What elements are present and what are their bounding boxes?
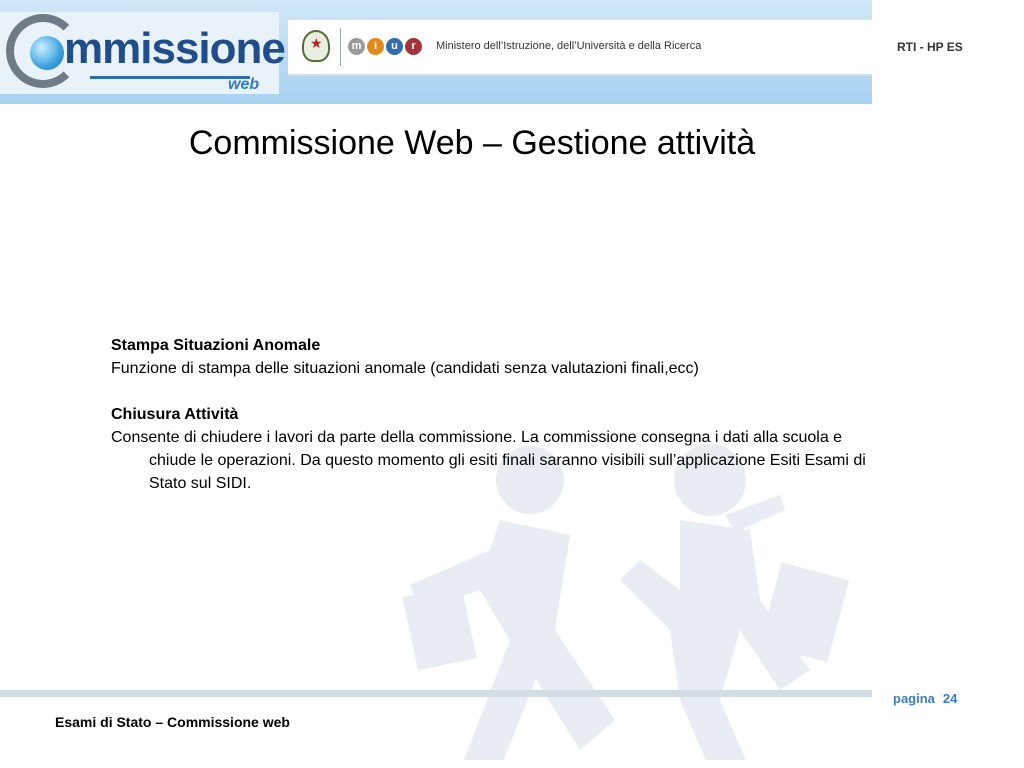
footer-divider: [0, 690, 872, 697]
section-heading-chiusura: Chiusura Attività: [111, 406, 239, 423]
ministry-name: Ministero dell’Istruzione, dell’Università e della Ricerca: [436, 40, 702, 52]
logo-sub: web: [228, 76, 260, 93]
italian-emblem-icon: ★: [302, 30, 330, 62]
page-indicator: [893, 691, 957, 706]
slide-content: [111, 334, 881, 495]
miur-letter-u: u: [386, 38, 403, 55]
company-label: RTI - HP ES: [897, 40, 963, 54]
ministry-bar: [288, 20, 872, 76]
miur-letter-r: r: [405, 38, 422, 55]
logo-sphere-icon: [30, 36, 64, 70]
miur-letter-i: i: [367, 38, 384, 55]
commissione-web-logo: [0, 12, 285, 94]
section-text-stampa: Funzione di stampa delle situazioni anomale (candidati senza valutazioni finali,ecc): [111, 360, 699, 377]
spacer: [111, 380, 881, 403]
section-heading-stampa: Stampa Situazioni Anomale: [111, 337, 321, 354]
footer-title: Esami di Stato – Commissione web: [55, 714, 290, 730]
miur-letter-m: m: [348, 38, 365, 55]
logo-underline: [90, 76, 250, 79]
page-number: 24: [942, 691, 958, 706]
miur-logo: [348, 34, 422, 58]
page-label: pagina: [893, 691, 935, 706]
logo-text: mmissione: [64, 24, 285, 73]
slide-title: Commissione Web – Gestione attività: [188, 124, 756, 162]
divider: [340, 28, 341, 66]
section-text-chiusura: Consente di chiudere i lavori da parte della commissione. La commissione consegna i dati alla scuola e chiude le operazioni. Da questo momento gli esiti finali saranno visibili sull’applicazione Esiti Esami di Stato sul SIDI.: [111, 429, 866, 492]
